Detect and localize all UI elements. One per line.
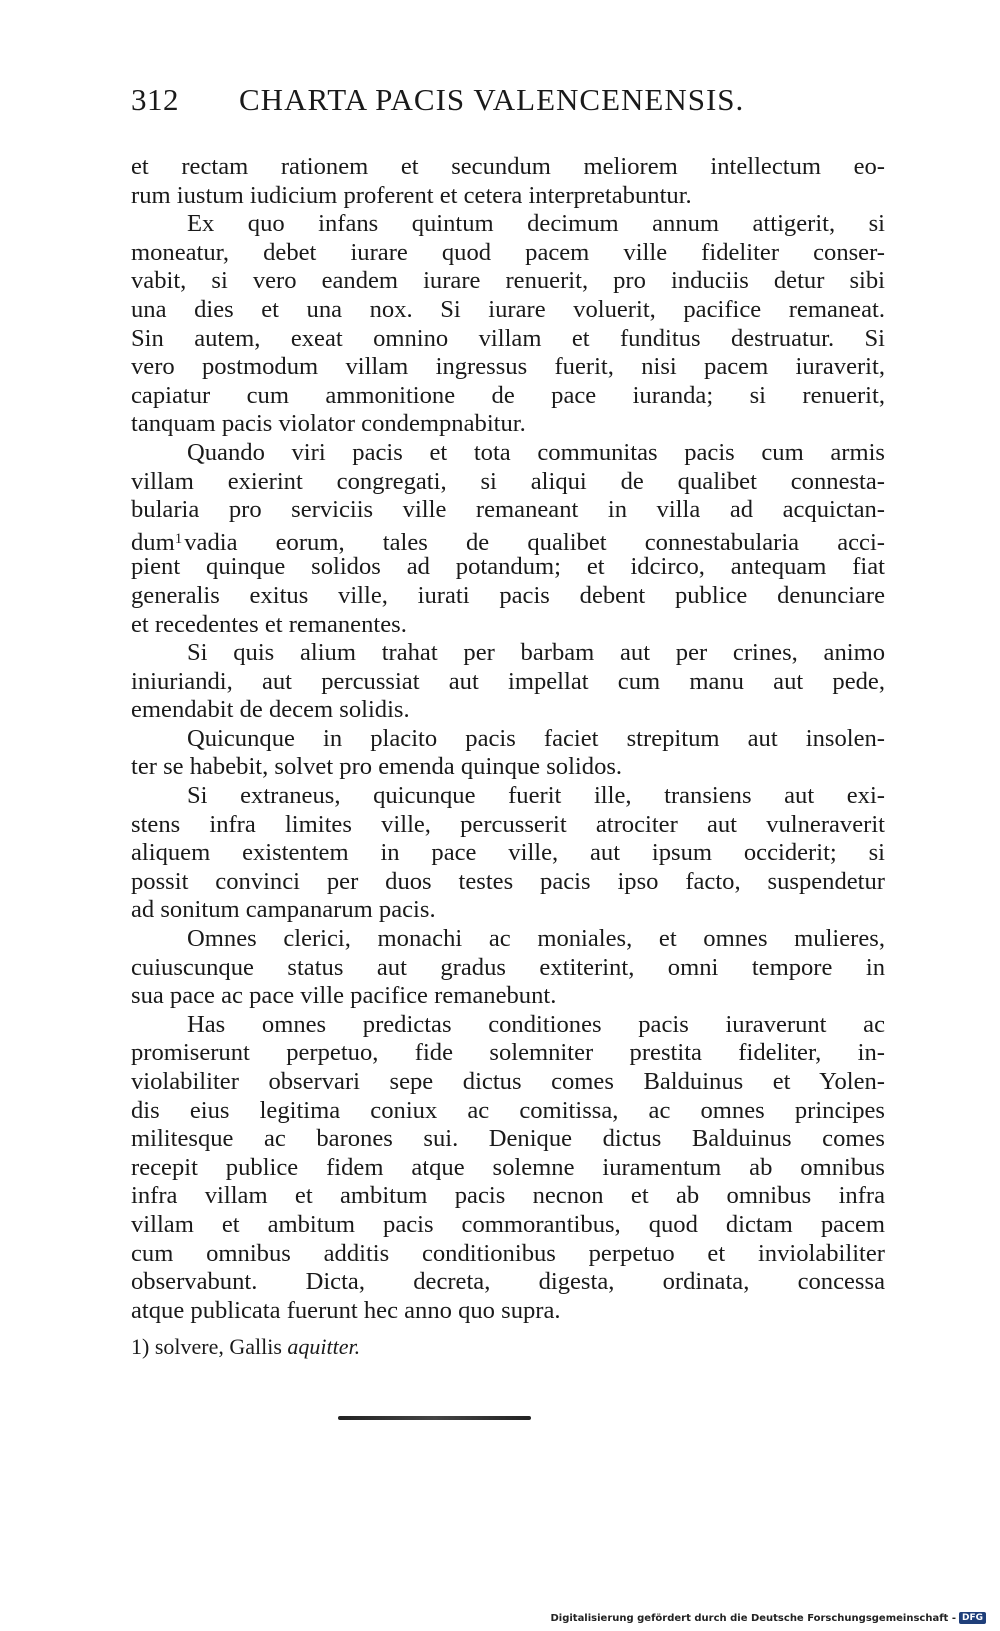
paragraph	[131, 925, 885, 1011]
text-line: sua pace ac pace ville pacifice remanebunt.	[131, 982, 557, 1010]
end-rule-ornament	[338, 1416, 531, 1420]
paragraph	[131, 439, 885, 639]
footnote-reference: 1	[174, 530, 183, 547]
page-number: 312	[131, 82, 179, 117]
text-line: Sin autem, exeat omnino villam et funditus destruatur. Si	[131, 324, 885, 352]
dfg-logo: DFG	[959, 1612, 986, 1624]
text-line: violabiliter observari sepe dictus comes Balduinus et Yolen-	[131, 1068, 885, 1095]
text-line: cum omnibus additis conditionibus perpetuo et inviolabiliter	[131, 1239, 885, 1267]
footnote-text: solvere, Gallis	[154, 1334, 282, 1359]
text-line: vabit, si vero eandem iurare renuerit, pro induciis detur sibi	[131, 267, 885, 295]
line-text-before-ref: dum	[131, 528, 175, 556]
text-line: ad sonitum campanarum pacis.	[131, 896, 436, 924]
text-line: militesque ac barones sui. Denique dictus Balduinus comes	[131, 1125, 885, 1153]
text-line: stens infra limites ville, percusserit atrociter aut vulneraverit	[131, 810, 885, 838]
text-line: recepit publice fidem atque solemne iuramentum ab omnibus	[131, 1153, 885, 1181]
digitization-credit	[550, 1612, 986, 1624]
text-line: capiatur cum ammonitione de pace iuranda; si renuerit,	[131, 381, 885, 409]
text-line: possit convinci per duos testes pacis ipso facto, suspendetur	[131, 867, 885, 895]
credit-text: Digitalisierung gefördert durch die Deutsche Forschungsgemeinschaft -	[550, 1612, 956, 1624]
paragraph	[131, 1011, 885, 1326]
text-line: ter se habebit, solvet pro emenda quinque solidos.	[131, 753, 623, 781]
text-line: villam exierint congregati, si aliqui de qualibet connesta-	[131, 467, 885, 495]
paragraph	[131, 210, 885, 439]
body-text	[131, 153, 885, 1325]
text-line: tanquam pacis violator condempnabitur.	[131, 410, 526, 438]
text-line: et rectam rationem et secundum meliorem intellectum eo-	[131, 153, 885, 180]
text-line: Si extraneus, quicunque fuerit ille, transiens aut exi-	[187, 782, 885, 810]
text-line: bularia pro serviciis ville remaneant in villa ad acquictan-	[131, 496, 885, 524]
text-line: Quicunque in placito pacis faciet strepitum aut insolen-	[187, 724, 885, 752]
text-line: Quando viri pacis et tota communitas pacis cum armis	[187, 438, 885, 466]
text-line	[131, 525, 885, 554]
paragraph	[131, 725, 885, 782]
paragraph	[131, 153, 885, 210]
text-line: infra villam et ambitum pacis necnon et ab omnibus infra	[131, 1182, 885, 1210]
paragraph	[131, 782, 885, 925]
text-line: Si quis alium trahat per barbam aut per crines, animo	[187, 639, 885, 667]
text-line: cuiuscunque status aut gradus extiterint, omni tempore in	[131, 953, 885, 981]
running-title: CHARTA PACIS VALENCENENSIS.	[239, 82, 745, 117]
text-line: atque publicata fuerunt hec anno quo supra.	[131, 1296, 561, 1324]
text-line: pient quinque solidos ad potandum; et idcirco, antequam fiat	[131, 553, 885, 581]
text-line: aliquem existentem in pace ville, aut ipsum occiderit; si	[131, 839, 885, 867]
paragraph	[131, 639, 885, 725]
text-line: et recedentes et remanentes.	[131, 610, 407, 638]
text-line: dis eius legitima coniux ac comitissa, ac omnes principes	[131, 1096, 885, 1124]
text-line: Ex quo infans quintum decimum annum attigerit, si	[187, 210, 885, 238]
footnote-marker: 1)	[131, 1334, 150, 1359]
footnote	[131, 1334, 360, 1360]
text-line: vero postmodum villam ingressus fuerit, nisi pacem iuraverit,	[131, 353, 885, 381]
text-line: rum iustum iudicium proferent et cetera interpretabuntur.	[131, 181, 692, 209]
page-header	[131, 82, 791, 122]
footnote-italic-word: aquitter.	[287, 1334, 361, 1359]
text-line: emendabit de decem solidis.	[131, 696, 410, 724]
text-line: villam et ambitum pacis commorantibus, quod dictam pacem	[131, 1210, 885, 1238]
text-line: Omnes clerici, monachi ac moniales, et omnes mulieres,	[187, 925, 885, 953]
text-line: Has omnes predictas conditiones pacis iuraverunt ac	[187, 1010, 885, 1038]
text-line: promiserunt perpetuo, fide solemniter prestita fideliter, in-	[131, 1039, 885, 1067]
text-line: observabunt. Dicta, decreta, digesta, ordinata, concessa	[131, 1268, 885, 1296]
line-text-after-ref: vadia eorum, tales de qualibet connestabularia acci-	[184, 528, 885, 556]
text-line: iniuriandi, aut percussiat aut impellat cum manu aut pede,	[131, 667, 885, 695]
text-line: una dies et una nox. Si iurare voluerit, pacifice remaneat.	[131, 295, 885, 323]
text-line: generalis exitus ville, iurati pacis debent publice denunciare	[131, 581, 885, 609]
text-line: moneatur, debet iurare quod pacem ville fideliter conser-	[131, 238, 885, 266]
